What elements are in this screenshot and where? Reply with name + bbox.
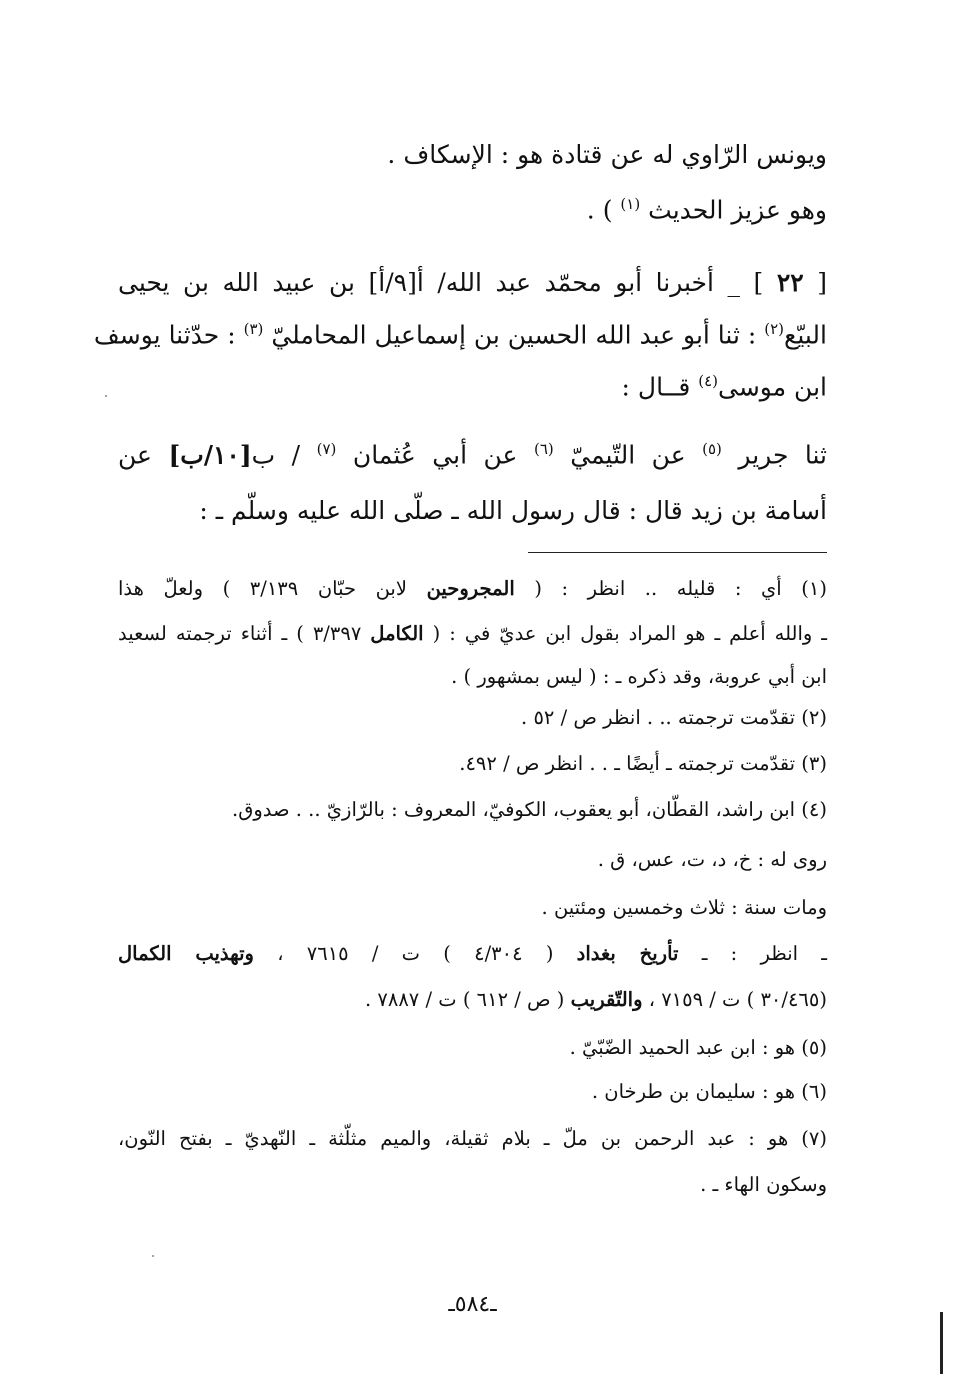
footnote-4-line-2: روى له : خ، د، ت، عس، ق . (597, 848, 827, 871)
footnote-4-line-4: ـ انظر : ـ تأريخ بغداد ( ٤/٣٠٤ ) ت / ٧٦١٥ ، وتهذيب الكمال (118, 942, 827, 965)
footnote-7-line-1: (٧) هو : عبد الرحمن بن ملّ ـ بلام ثقيلة، والميم مثلّثة ـ النّهديّ ـ بفتح النّون، (118, 1127, 827, 1150)
book-title: المجروحين (426, 577, 515, 600)
main-line-3: [ ٢٢ ] _ أخبرنا أبو محمّد عبد الله/ أ[٩/أ] بن عبيد الله بن يحيى (118, 268, 827, 297)
footnote-7-line-2: وسكون الهاء ـ . (700, 1173, 827, 1196)
scan-speck (105, 395, 107, 397)
footnote-separator (528, 552, 827, 553)
manuscript-marker: [١٠/ب] (168, 440, 252, 470)
main-line-5: ابن موسى$^{(٤)}$ قــال : (621, 372, 827, 402)
footnote-ref: (٥) (702, 440, 722, 458)
main-line-7: أسامة بن زيد قال : قال رسول الله ـ صلّى الله عليه وسلّم ـ : (199, 496, 827, 525)
footnote-2: (٢) تقدّمت ترجمته .. . انظر ص / ٥٢ . (521, 706, 827, 729)
main-line-1: ويونس الرّاوي له عن قتادة هو : الإسكاف . (387, 140, 827, 169)
footnote-4-line-1: (٤) ابن راشد، القطّان، أبو يعقوب، الكوفيّ، المعروف : بالرّازيّ .. . صدوق. (232, 798, 827, 821)
page-number: ـ٥٨٤ـ (448, 1292, 497, 1317)
main-line-2: وهو عزيز الحديث $^{(١)}$ ) . (586, 195, 827, 225)
footnote-1-line-3: ابن أبي عروبة، وقد ذكره ـ : ( ليس بمشهور ) . (451, 665, 827, 688)
scan-edge-mark (940, 1312, 943, 1374)
footnote-5: (٥) هو : ابن عبد الحميد الضّبّيّ . (569, 1036, 827, 1059)
footnote-3: (٣) تقدّمت ترجمته ـ أيضًا ـ . . انظر ص / ٤٩٢. (459, 752, 827, 775)
book-title: تأريخ بغداد (576, 942, 679, 965)
book-title: وتهذيب الكمال (118, 942, 254, 965)
footnote-ref: (١) (620, 195, 641, 213)
footnote-6: (٦) هو : سليمان بن طرخان . (591, 1080, 827, 1103)
footnote-4-line-5: (٣٠/٤٦٥ ) ت / ٧١٥٩ ، والتّقريب ( ص / ٦١٢ ) ت / ٧٨٨٧ . (364, 988, 827, 1011)
footnote-4-line-3: ومات سنة : ثلاث وخمسين ومئتين . (541, 896, 827, 919)
footnote-1-line-1: (١) أي : قليله .. انظر : ( المجروحين لابن حبّان ٣/١٣٩ ) ولعلّ هذا (118, 577, 827, 600)
footnote-ref: (٤) (698, 372, 719, 390)
footnote-ref: (٦) (533, 440, 554, 458)
footnote-ref: (٧) (316, 440, 337, 458)
footnote-ref: (٣) (243, 320, 264, 338)
main-line-4: البيّع$^{(٢)}$ : ثنا أبو عبد الله الحسين بن إسماعيل المحامليّ $^{(٣)}$ : حدّثنا يوسف (93, 320, 827, 350)
hadith-number: ٢٢ (776, 268, 804, 297)
footnote-1-line-2: ـ والله أعلم ـ هو المراد بقول ابن عديّ في : ( الكامل ٣/٣٩٧ ) ـ أثناء ترجمته لسعيد (118, 622, 828, 645)
scan-speck (152, 1255, 154, 1257)
main-line-6: ثنا جرير $^{(٥)}$ عن التّيميّ $^{(٦)}$ عن أبي عُثمان $^{(٧)}$ / ب[١٠/ب] عن (118, 440, 828, 470)
book-title: الكامل (370, 622, 424, 645)
footnote-ref: (٢) (764, 320, 785, 338)
book-title: والتّقريب (570, 988, 643, 1011)
